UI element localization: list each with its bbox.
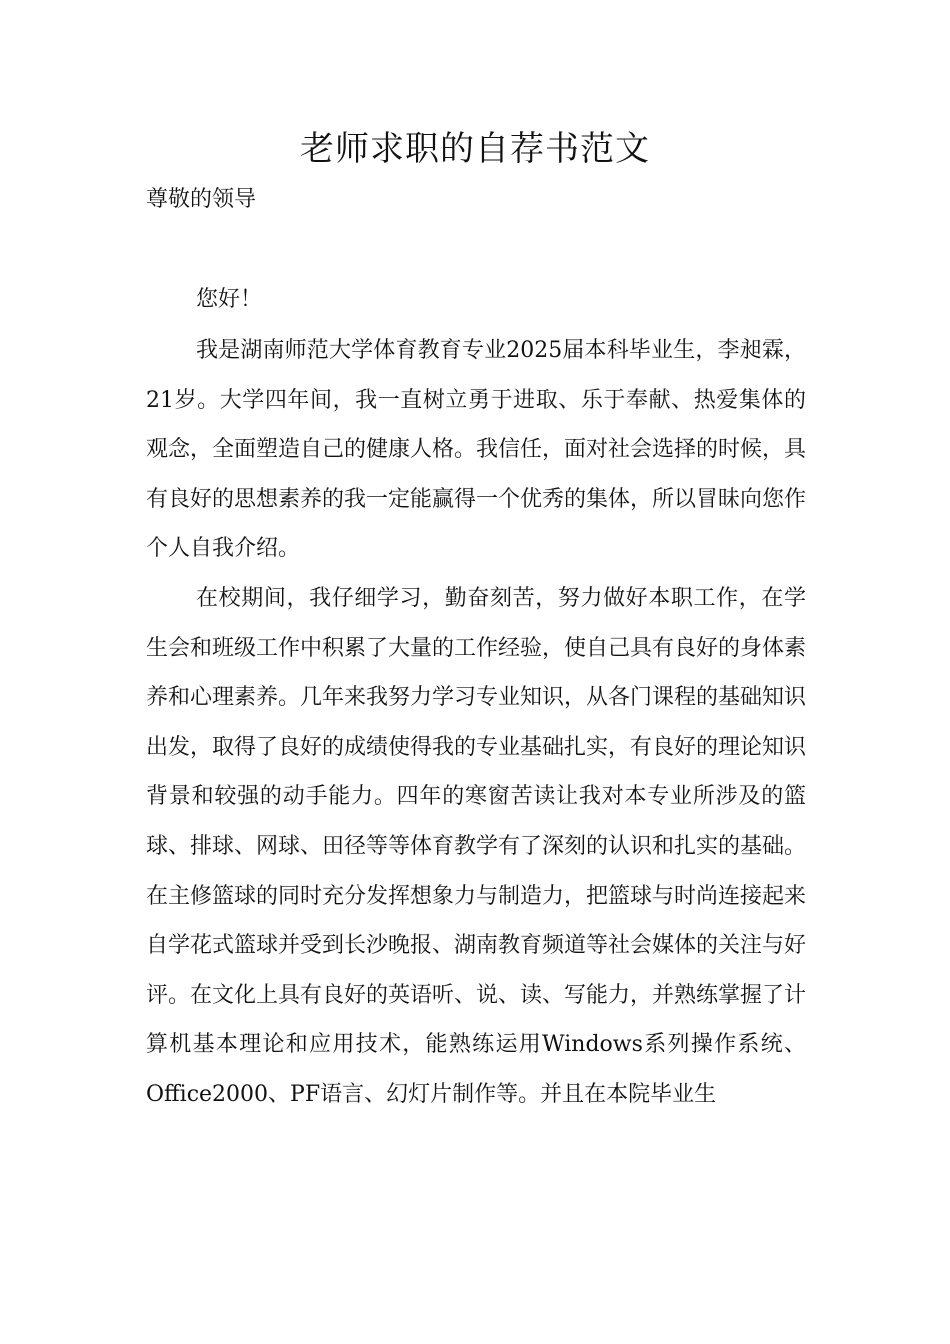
document-title: 老师求职的自荐书范文 bbox=[300, 129, 650, 169]
letter-body bbox=[146, 326, 806, 1120]
paragraph-introduction: 我是湖南师范大学体育教育专业2025届本科毕业生，李昶霖，21岁。大学四年间，我一直树立勇于进取、乐于奉献、热爱集体的观念，全面塑造自己的健康人格。我信任，面对社会选择的时候，具有良好的思想素养的我一定能赢得一个优秀的集体，所以冒昧向您作个人自我介绍。 bbox=[146, 338, 807, 562]
greeting: 您好！ bbox=[196, 287, 263, 312]
paragraph-school-experience: 在校期间，我仔细学习，勤奋刻苦，努力做好本职工作，在学生会和班级工作中积累了大量的工作经验，使自己具有良好的身体素养和心理素养。几年来我努力学习专业知识，从各门课程的基础知识出发，取得了良好的成绩使得我的专业基础扎实，有良好的理论知识背景和较强的动手能力。四年的寒窗苦读让我对本专业所涉及的篮球、排球、网球、田径等等体育教学有了深刻的认识和扎实的基础。在主修篮球的同时充分发挥想象力与制造力，把篮球与时尚连接起来自学花式篮球并受到长沙晚报、湖南教育频道等社会媒体的关注与好评。在文化上具有良好的英语听、说、读、写能力，并熟练掌握了计算机基本理论和应用技术，能熟练运用Windows系列操作系统、Office2000、PF语言、幻灯片制作等。并且在本院毕业生 bbox=[146, 585, 807, 1107]
salutation: 尊敬的领导 bbox=[146, 187, 257, 212]
